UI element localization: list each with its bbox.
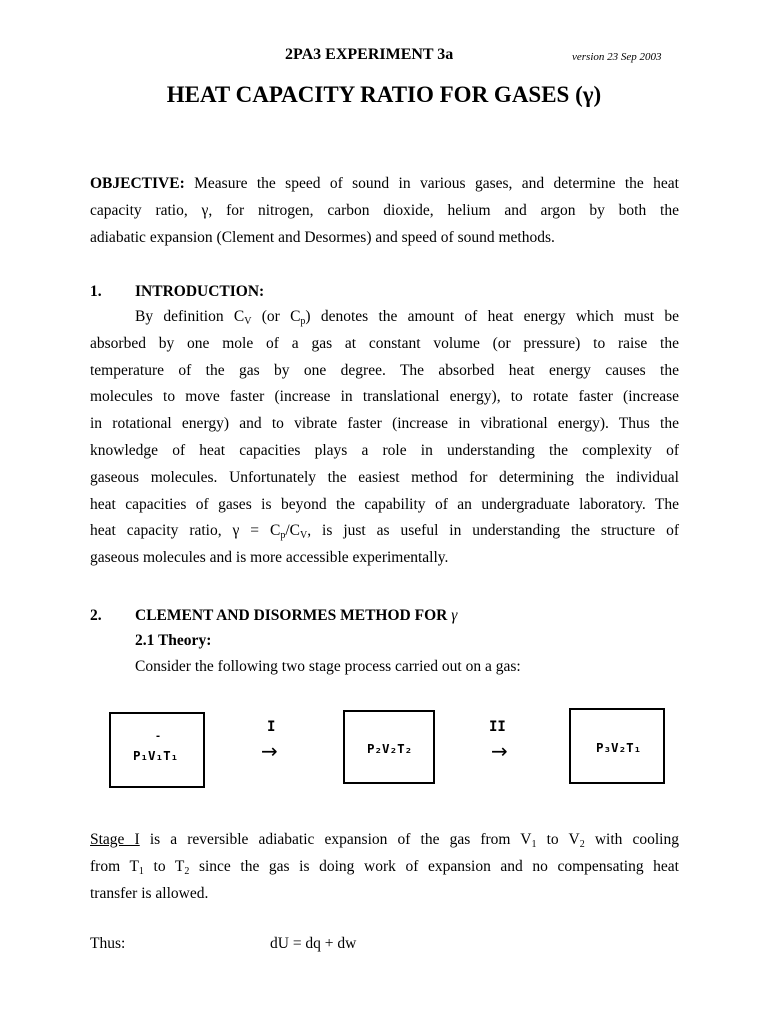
objective-label: OBJECTIVE: <box>90 175 185 192</box>
intro-line <box>90 304 679 331</box>
experiment-code: 2PA3 EXPERIMENT 3a <box>285 46 454 63</box>
stage-i-label: Stage I <box>90 831 140 848</box>
intro-line: temperature of the gas by one degree. The absorbed heat energy causes the <box>90 361 679 379</box>
state-label: P₃V₂T₁ <box>596 740 642 755</box>
intro-line: heat capacities of gases is beyond the capability of an undergraduate laboratory. The <box>90 495 679 513</box>
intro-text: By definition $C_V$ (or $C_p$) denotes the amount of heat energy which must be <box>135 308 680 327</box>
arrow-icon: → <box>261 739 278 763</box>
version-note: version 23 Sep 2003 <box>572 51 662 63</box>
state-box-3 <box>569 708 665 784</box>
subsection-heading: 2.1 Theory: <box>135 632 212 649</box>
stage-label: II <box>489 719 506 735</box>
objective-paragraph <box>90 171 679 251</box>
objective-line: Measure the speed of sound in various gases, and determine the heat <box>194 175 679 192</box>
stage-i-paragraph <box>90 827 679 907</box>
state-box-1 <box>109 712 205 788</box>
section-heading-text: CLEMENT AND DISORMES METHOD FOR <box>135 607 448 624</box>
intro-line: gaseous molecules and is more accessible experimentally. <box>90 549 449 567</box>
intro-line: knowledge of heat capacities plays a role in understanding the complexity of <box>90 441 679 459</box>
section-heading <box>135 607 457 625</box>
thus-label: Thus: <box>90 935 126 952</box>
intro-line: gaseous molecules. Unfortunately the easiest method for determining the individual <box>90 468 679 486</box>
stage-label: I <box>267 719 276 735</box>
arrow-icon: → <box>491 739 508 763</box>
state-label: P₁V₁T₁ <box>133 748 179 763</box>
state-mark: - <box>155 731 162 742</box>
state-label: P₂V₂T₂ <box>367 741 413 756</box>
stage-i-line: from $T_1$ to $T_2$ since the gas is doing work of expansion and no compensating heat <box>90 857 679 877</box>
subsection-lead: Consider the following two stage process carried out on a gas: <box>135 658 521 675</box>
gamma-symbol: γ <box>451 607 458 624</box>
intro-line: in rotational energy) and to vibrate faster (increase in vibrational energy). Thus the <box>90 415 679 433</box>
section-number: 2. <box>90 607 102 624</box>
page-title: HEAT CAPACITY RATIO FOR GASES (γ) <box>166 82 602 107</box>
intro-line: absorbed by one mole of a gas at constant volume (or pressure) to raise the <box>90 334 679 352</box>
stage-i-text: is a reversible adiabatic expansion of the gas from $V_1$ to $V_2$ with cooling <box>139 831 679 850</box>
intro-paragraph <box>90 304 679 572</box>
stage-i-line <box>90 827 679 854</box>
intro-line: heat capacity ratio, $\gamma = C_p/C_V$, is just as useful in understanding the structure of <box>90 522 679 542</box>
objective-line: capacity ratio, γ, for nitrogen, carbon dioxide, helium and argon by both the <box>90 201 679 219</box>
intro-line: molecules to move faster (increase in translational energy), to rotate faster (increase <box>90 388 679 406</box>
section-heading: INTRODUCTION: <box>135 283 265 300</box>
equation: dU = dq + dw <box>270 935 357 952</box>
section-number: 1. <box>90 283 102 300</box>
objective-line: adiabatic expansion (Clement and Desormes) and speed of sound methods. <box>90 228 555 246</box>
stage-i-line: transfer is allowed. <box>90 884 209 902</box>
state-box-2 <box>343 710 435 784</box>
